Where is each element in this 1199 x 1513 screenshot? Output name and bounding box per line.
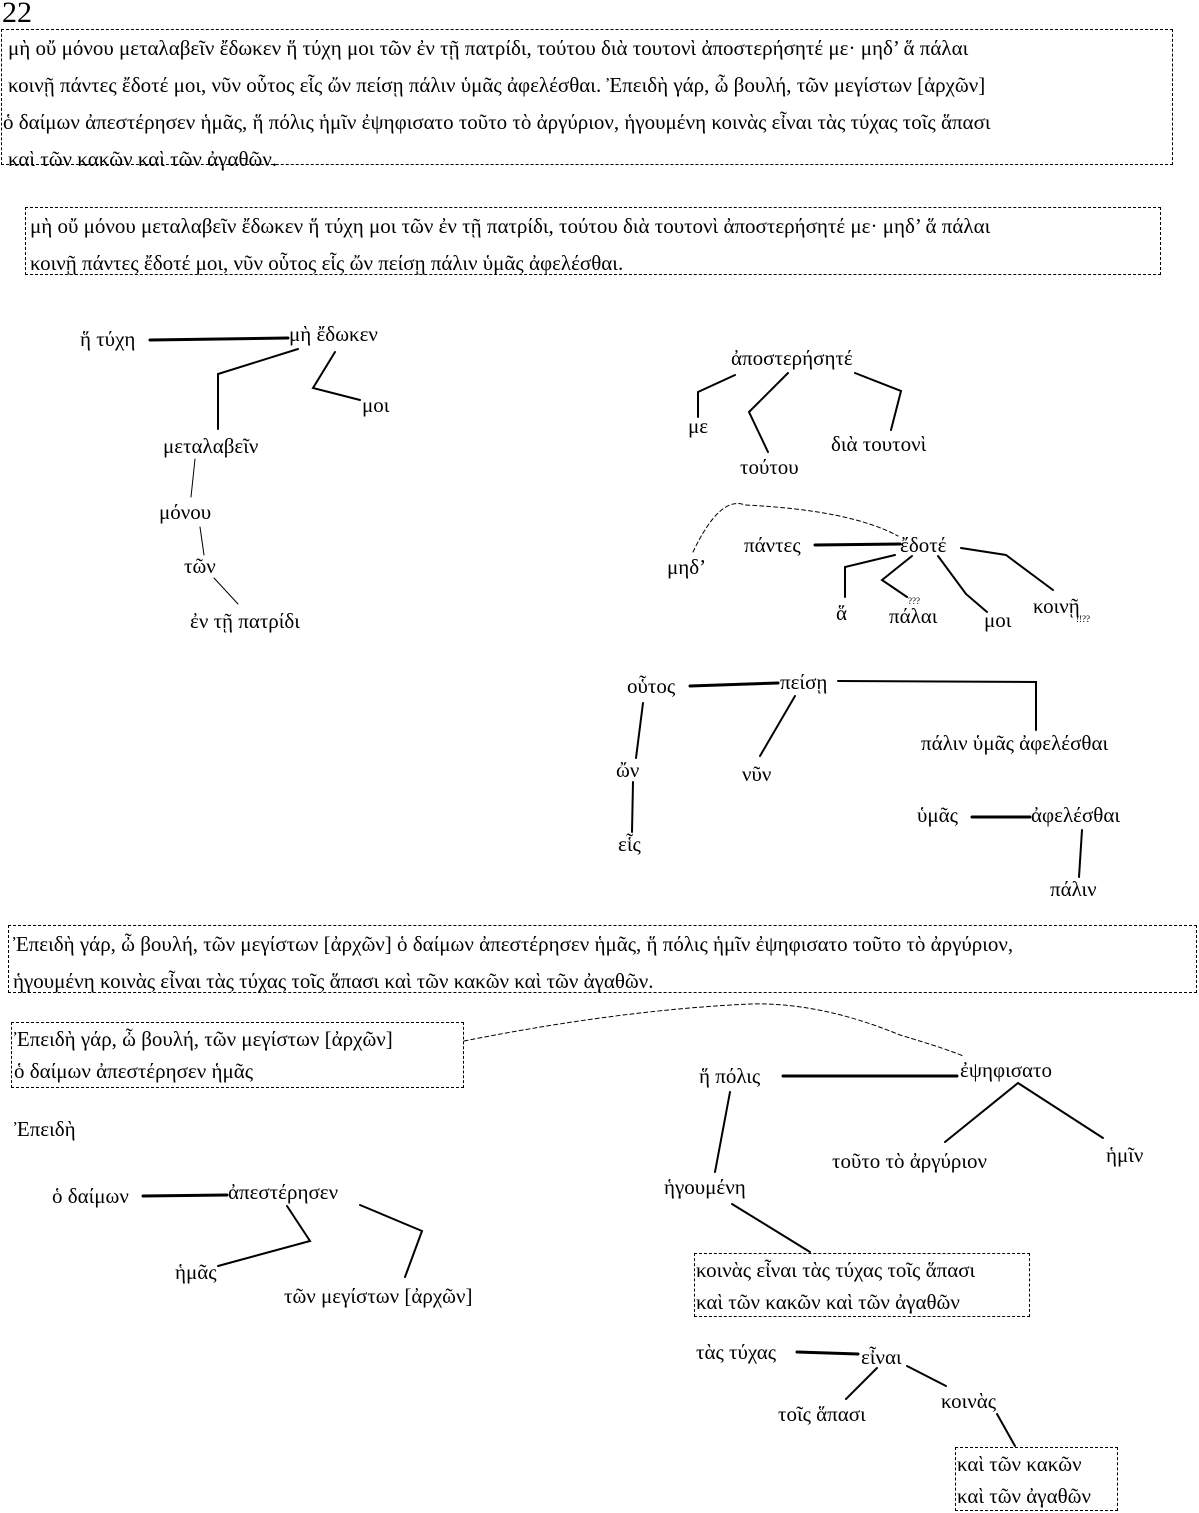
node-moi: μοι	[362, 393, 390, 417]
genitive-box	[955, 1447, 1118, 1511]
passage-line: Ἐπειδὴ γάρ, ὦ βουλή, τῶν μεγίστων [ἀρχῶν] ὁ δαίμων ἀπεστέρησεν ἡμᾶς, ἥ πόλις ἡμῖν ἐψηφισατο τοῦτο τὸ ἀργύριον,	[13, 932, 1014, 956]
passage-line: κοινῇ πάντες ἔδοτέ μοι, νῦν οὗτος εἷς ὤν πείσῃ πάλιν ὑμᾶς ἀφελέσθαι.	[30, 251, 624, 275]
node-me: με	[688, 414, 709, 438]
node-einai: εἶναι	[861, 1345, 902, 1369]
node-edote: ἔδοτέ	[900, 533, 947, 557]
complement-box	[694, 1253, 1030, 1317]
node-moi-2: μοι	[984, 608, 1012, 632]
passage-line: μὴ οὔ μόνου μεταλαβεῖν ἔδωκεν ἥ τύχη μοι τῶν ἐν τῇ πατρίδι, τούτου διὰ τουτονὶ ἀποστερήσητέ με· μηδ’ ἅ πάλαι	[30, 214, 991, 238]
node-he-polis: ἥ πόλις	[699, 1064, 761, 1088]
node-nyn: νῦν	[742, 762, 772, 786]
node-tas-tychas: τὰς τύχας	[696, 1340, 777, 1364]
passage-line: ὁ δαίμων ἀπεστέρησεν ἡμᾶς	[14, 1059, 254, 1083]
passage-line: καὶ τῶν κακῶν καὶ τῶν ἀγαθῶν	[696, 1290, 960, 1314]
section1-passage-box	[25, 207, 1161, 275]
node-ha: ἅ	[836, 601, 848, 625]
node-epsephisato: ἐψηφισατο	[960, 1058, 1052, 1082]
section2-passage-box	[8, 925, 1197, 993]
passage-line: ὁ δαίμων ἀπεστέρησεν ἡμᾶς, ἥ πόλις ἡμῖν ἐψηφισατο τοῦτο τὸ ἀργύριον, ἡγουμένη κοινὰς εἶναι τὰς τύχας τοῖς ἅπασι	[3, 110, 991, 134]
node-koinas: κοινὰς	[941, 1389, 997, 1413]
node-pantes: πάντες	[744, 533, 801, 557]
node-peise: πείσῃ	[780, 670, 828, 694]
node-apesteresen: ἀπεστέρησεν	[228, 1180, 339, 1204]
passage-line: ἡγουμένη κοινὰς εἶναι τὰς τύχας τοῖς ἅπασι καὶ τῶν κακῶν καὶ τῶν ἀγαθῶν.	[13, 969, 654, 993]
node-dia-toutoni: διὰ τουτονὶ	[831, 432, 927, 456]
node-hymas: ὑμᾶς	[917, 803, 958, 827]
clause-box	[11, 1022, 464, 1088]
node-epeide: Ἐπειδὴ	[14, 1117, 76, 1141]
node-hemas: ἡμᾶς	[175, 1260, 217, 1284]
node-aposteresete: ἀποστερήσητέ	[731, 346, 853, 370]
node-he-tyche: ἥ τύχη	[80, 327, 136, 351]
page-number: 22	[2, 0, 32, 29]
node-on: ὤν	[616, 758, 640, 782]
node-palin: πάλιν	[1050, 877, 1097, 901]
node-houtos: οὗτος	[627, 674, 676, 698]
node-metalabein: μεταλαβεῖν	[163, 434, 259, 458]
node-palai: πάλαι	[889, 604, 938, 628]
node-koine: κοινῇ	[1033, 594, 1080, 618]
node-hegoumene: ἡγουμένη	[664, 1175, 746, 1199]
passage-line: καὶ τῶν ἀγαθῶν	[957, 1484, 1091, 1508]
node-me-edoken: μὴ ἔδωκεν	[289, 322, 378, 346]
node-toutou: τούτου	[740, 455, 799, 479]
node-heis: εἷς	[618, 832, 641, 856]
node-en-te-patridi: ἐν τῇ πατρίδι	[190, 609, 300, 633]
passage-line: καὶ τῶν κακῶν καὶ τῶν ἀγαθῶν.	[8, 147, 278, 171]
node-med: μηδ’	[667, 555, 707, 579]
node-ho-daimon: ὁ δαίμων	[52, 1184, 129, 1208]
node-touto-argyrion: τοῦτο τὸ ἀργύριον	[832, 1149, 987, 1173]
node-palin-hymas-aphelesthai: πάλιν ὑμᾶς ἀφελέσθαι	[921, 731, 1109, 755]
passage-line: Ἐπειδὴ γάρ, ὦ βουλή, τῶν μεγίστων [ἀρχῶν]	[14, 1027, 393, 1051]
uncertainty-mark: ???	[908, 596, 920, 606]
passage-line: μὴ οὔ μόνου μεταλαβεῖν ἔδωκεν ἥ τύχη μοι τῶν ἐν τῇ πατρίδι, τούτου διὰ τουτονὶ ἀποστερήσητέ με· μηδ’ ἅ πάλαι	[8, 36, 969, 60]
node-aphelesthai: ἀφελέσθαι	[1031, 803, 1120, 827]
node-hemin: ἡμῖν	[1106, 1143, 1144, 1167]
passage-line: κοινῇ πάντες ἔδοτέ μοι, νῦν οὗτος εἷς ὤν πείσῃ πάλιν ὑμᾶς ἀφελέσθαι. Ἐπειδὴ γάρ, ὦ βουλή, τῶν μεγίστων [ἀρχῶν]	[8, 73, 986, 97]
node-tois-hapasi: τοῖς ἅπασι	[778, 1402, 866, 1426]
passage-line: καὶ τῶν κακῶν	[957, 1452, 1082, 1476]
full-passage-box	[1, 29, 1173, 171]
node-monou: μόνου	[159, 500, 212, 524]
passage-line: κοινὰς εἶναι τὰς τύχας τοῖς ἅπασι	[696, 1258, 976, 1282]
node-ton: τῶν	[184, 554, 216, 578]
uncertainty-mark: !!??	[1076, 614, 1090, 624]
node-ton-megiston: τῶν μεγίστων [ἀρχῶν]	[284, 1284, 473, 1308]
